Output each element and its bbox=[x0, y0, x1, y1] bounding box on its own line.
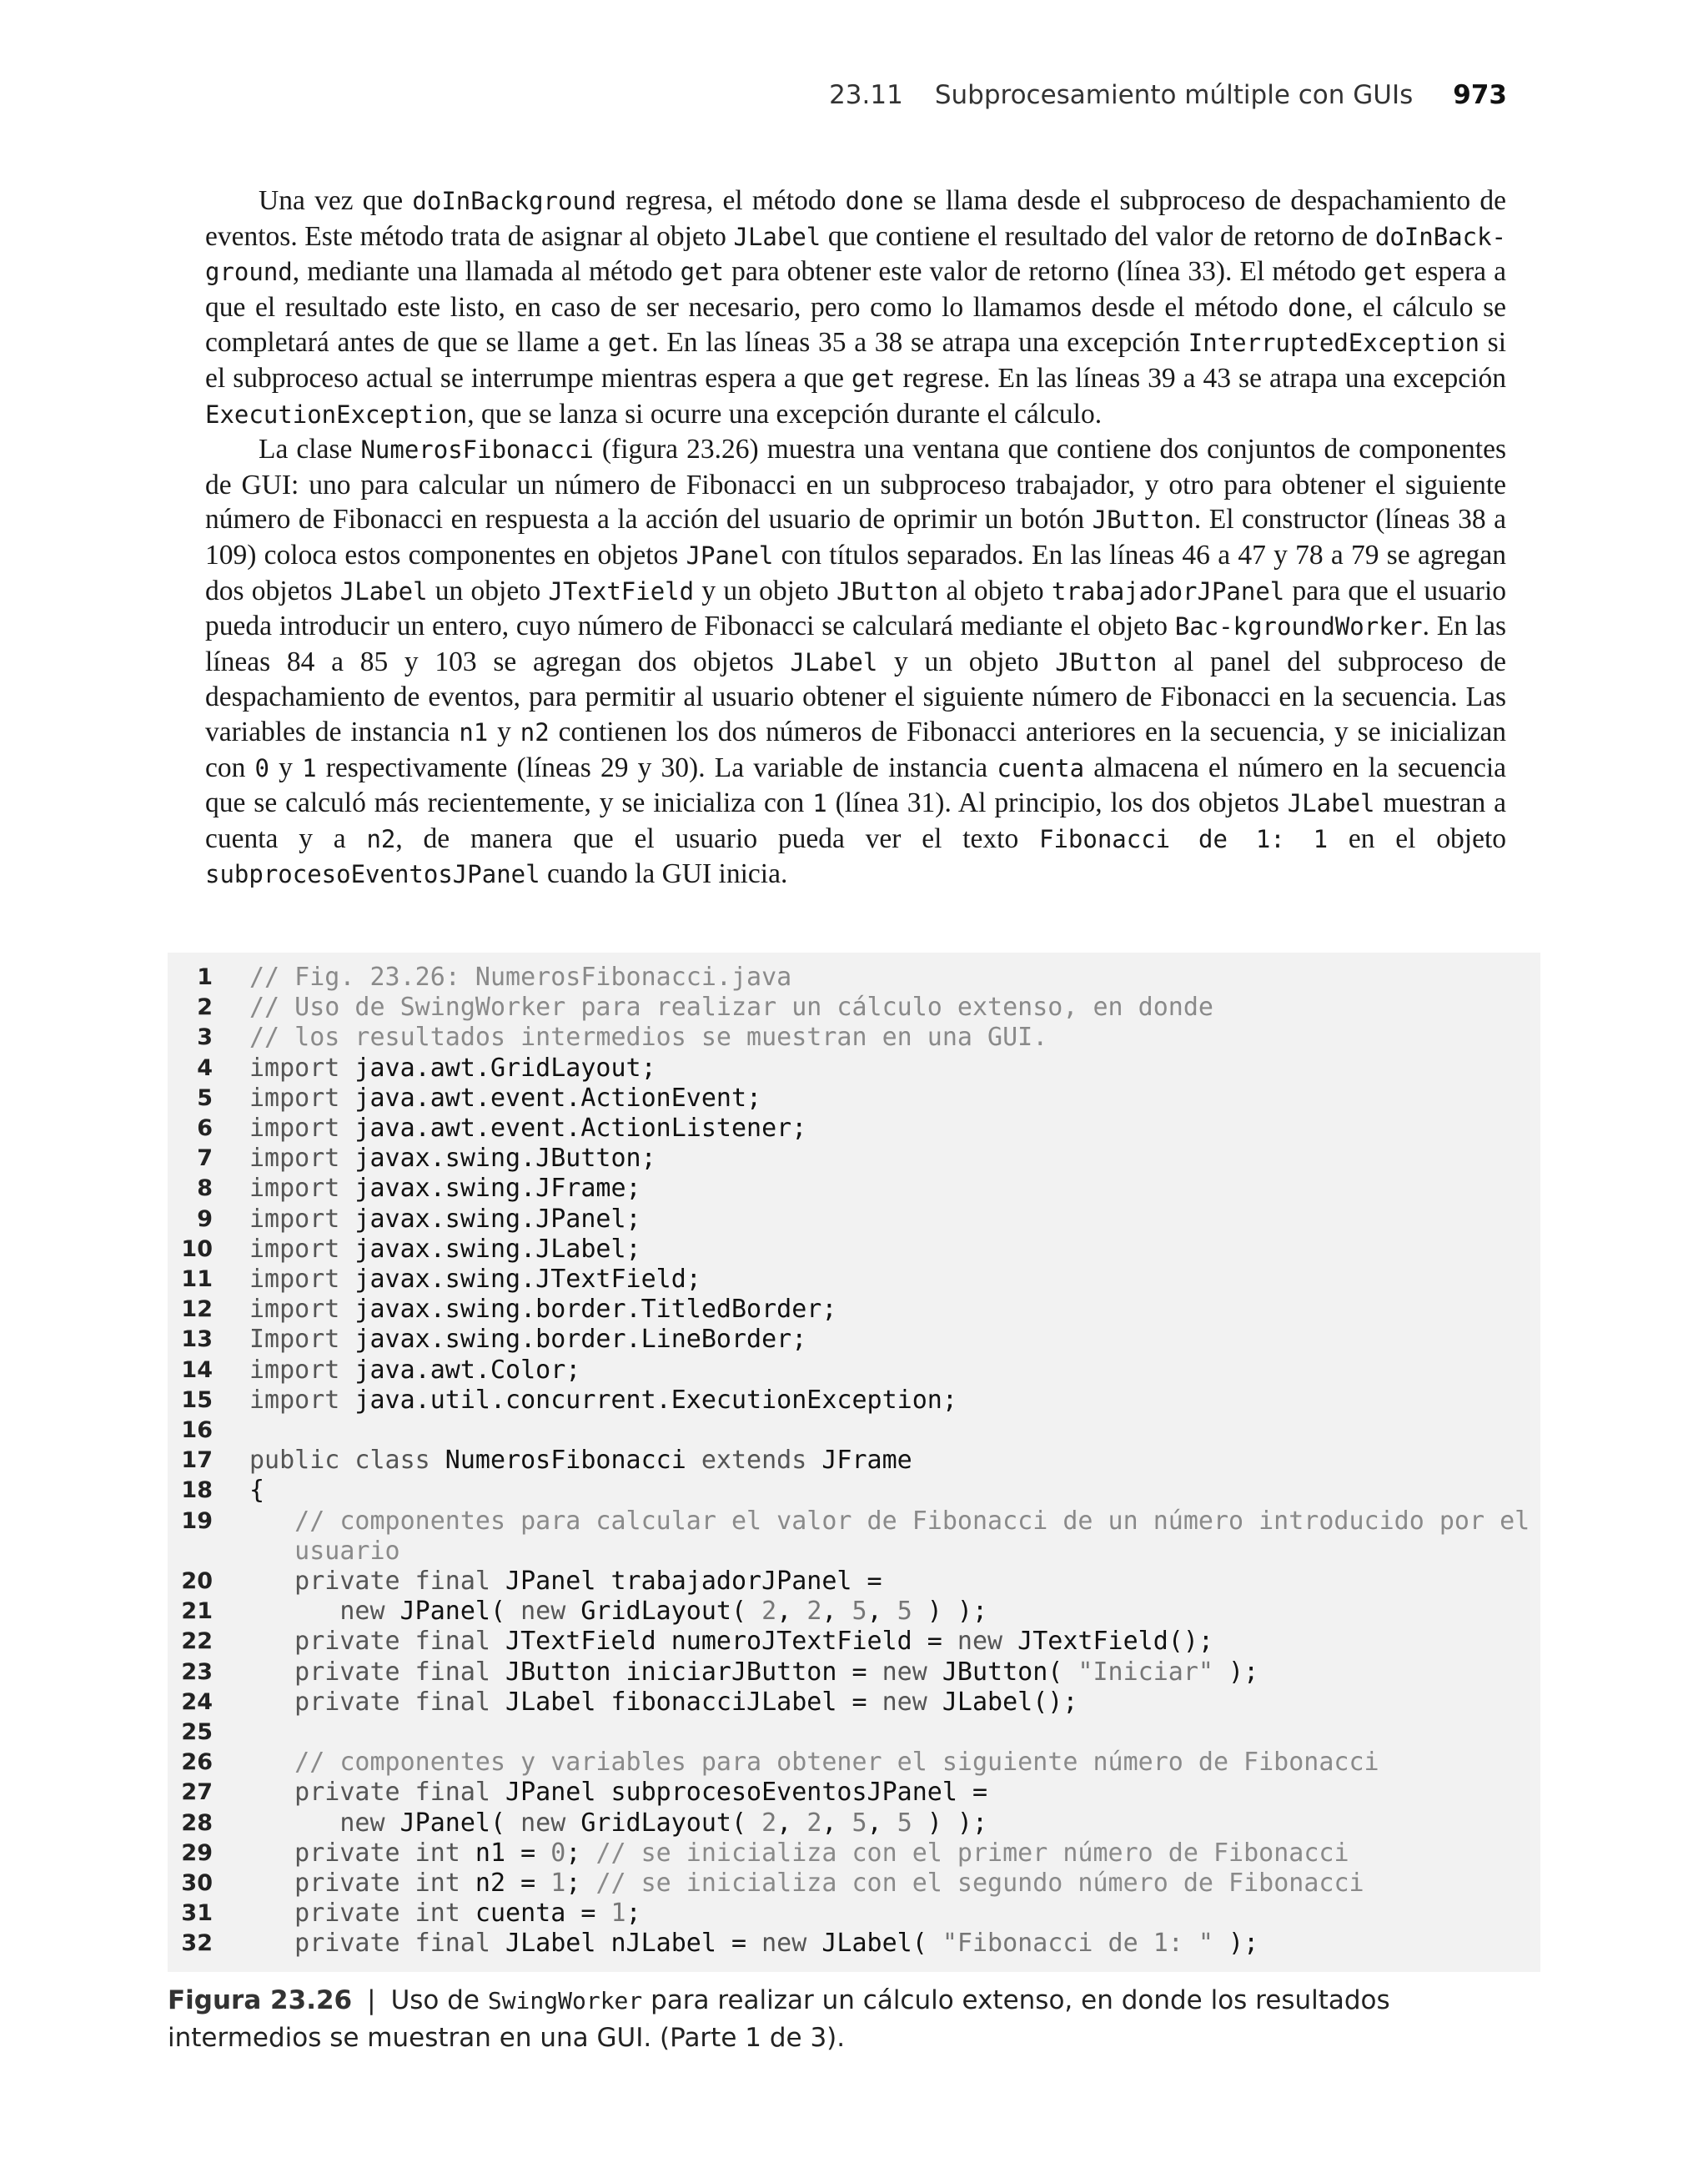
code-line bbox=[168, 1416, 1540, 1446]
code-line bbox=[168, 1929, 1540, 1959]
code-token: 0 bbox=[550, 1838, 566, 1868]
text-run: . El constructor (líneas 38 a 109) coloca estos componentes en objetos bbox=[205, 504, 1506, 571]
text-run: si el subproceso actual se interrumpe mientras espera a que bbox=[205, 327, 1506, 394]
inline-code: Fibonacci de 1: 1 bbox=[1039, 824, 1329, 853]
code-token: JPanel( bbox=[384, 1597, 521, 1627]
inline-code: Bac-kgroundWorker bbox=[1174, 612, 1423, 641]
line-number: 6 bbox=[197, 1115, 213, 1141]
code-token: import bbox=[249, 1174, 340, 1204]
code-line bbox=[168, 1265, 1540, 1295]
code-line bbox=[168, 1537, 1540, 1567]
text-run: (figura 23.26) muestra una ventana que contiene dos conjuntos de componentes de GUI: uno para calcular un número de Fibonacci en un subproceso trabajador, y otro para obtener el siguiente número de Fibonacci en respuesta a la acción del usuario de oprimir un botón bbox=[205, 434, 1506, 536]
line-number: 22 bbox=[181, 1628, 213, 1655]
code-token: , bbox=[821, 1597, 852, 1627]
code-line bbox=[168, 1869, 1540, 1899]
paragraph bbox=[205, 432, 1506, 893]
inline-code: JTextField bbox=[548, 576, 695, 606]
code-text bbox=[249, 993, 1213, 1023]
code-text bbox=[249, 1778, 987, 1808]
caption-text-before: Uso de bbox=[390, 1985, 488, 2015]
code-line bbox=[168, 1778, 1540, 1808]
code-line bbox=[168, 1567, 1540, 1597]
code-line bbox=[168, 1205, 1540, 1235]
inline-code: doInBack-ground bbox=[205, 222, 1506, 287]
line-number: 23 bbox=[181, 1658, 213, 1685]
code-token: new bbox=[249, 1808, 385, 1838]
line-number: 26 bbox=[181, 1749, 213, 1776]
code-token: import bbox=[249, 1204, 340, 1234]
text-run: contienen los dos números de Fibonacci anteriores en la secuencia, y se inicializan con bbox=[205, 716, 1506, 783]
paragraph bbox=[205, 184, 1506, 432]
code-line bbox=[168, 1597, 1540, 1627]
line-number: 29 bbox=[181, 1839, 213, 1866]
text-run: espera a que el resultado este listo, en caso de ser necesario, pero como lo llamamos desde el método bbox=[205, 256, 1506, 323]
inline-code: get bbox=[851, 364, 896, 393]
code-text bbox=[249, 1748, 1379, 1778]
code-token: // componentes para calcular el valor de Fibonacci de un número introducido por el bbox=[249, 1506, 1530, 1536]
running-header bbox=[829, 80, 1507, 110]
code-line bbox=[168, 1899, 1540, 1929]
code-token: javax.swing.JPanel; bbox=[339, 1204, 641, 1234]
code-token: 1 bbox=[550, 1869, 566, 1898]
code-token: private int bbox=[249, 1899, 460, 1929]
inline-code: get bbox=[1363, 258, 1408, 287]
code-token: n2 = bbox=[460, 1869, 551, 1898]
code-token: private int bbox=[249, 1838, 460, 1868]
line-number: 10 bbox=[181, 1235, 213, 1262]
line-number: 11 bbox=[181, 1266, 213, 1292]
code-token: // Fig. 23.26: NumerosFibonacci.java bbox=[249, 963, 792, 992]
code-token: new bbox=[520, 1597, 566, 1627]
code-token: // se inicializa con el segundo número de Fibonacci bbox=[595, 1869, 1364, 1898]
code-token: ; bbox=[565, 1869, 596, 1898]
code-token: 2 bbox=[761, 1808, 777, 1838]
inline-code: JLabel bbox=[339, 576, 428, 606]
caption-code: SwingWorker bbox=[487, 1987, 643, 2015]
code-text bbox=[249, 1657, 1258, 1688]
code-token: java.awt.Color; bbox=[339, 1355, 581, 1385]
code-token: , bbox=[867, 1808, 897, 1838]
code-line bbox=[168, 1023, 1540, 1053]
code-token: // componentes y variables para obtener el siguiente número de Fibonacci bbox=[249, 1748, 1379, 1778]
code-token: GridLayout( bbox=[565, 1597, 762, 1627]
code-text bbox=[249, 1537, 400, 1567]
code-token: javax.swing.border.LineBorder; bbox=[339, 1325, 807, 1355]
code-token: , bbox=[821, 1808, 852, 1838]
inline-code: JPanel bbox=[686, 541, 774, 570]
line-number: 16 bbox=[181, 1417, 213, 1443]
code-token: 5 bbox=[897, 1597, 912, 1627]
line-number: 25 bbox=[181, 1719, 213, 1745]
code-text bbox=[249, 1144, 656, 1174]
code-token: ) ); bbox=[912, 1597, 988, 1627]
code-line bbox=[168, 1838, 1540, 1869]
code-line bbox=[168, 1295, 1540, 1325]
code-token: JLabel nJLabel = bbox=[490, 1929, 762, 1959]
text-run: almacena el número en la secuencia que se calculó más recientemente, y se inicializa con bbox=[205, 752, 1507, 819]
code-text bbox=[249, 1295, 836, 1325]
code-token: ; bbox=[565, 1838, 596, 1868]
inline-code: JButton bbox=[1092, 506, 1194, 535]
code-line bbox=[168, 1808, 1540, 1838]
line-number: 32 bbox=[181, 1930, 213, 1957]
inline-code: 0 bbox=[254, 753, 270, 782]
code-token: import bbox=[249, 1053, 340, 1083]
code-token: , bbox=[867, 1597, 897, 1627]
code-line bbox=[168, 993, 1540, 1023]
code-token: JLabel( bbox=[806, 1929, 942, 1959]
code-token: usuario bbox=[249, 1536, 400, 1566]
text-run: y bbox=[488, 716, 520, 747]
code-text bbox=[249, 1235, 641, 1265]
code-token: java.awt.event.ActionListener; bbox=[339, 1114, 807, 1143]
page-number: 973 bbox=[1453, 80, 1507, 110]
inline-code: get bbox=[607, 329, 652, 358]
text-run: en el objeto bbox=[1328, 822, 1507, 854]
line-number: 13 bbox=[181, 1326, 213, 1353]
text-run: para obtener este valor de retorno (línea 33). El método bbox=[723, 256, 1364, 288]
line-number: 1 bbox=[197, 964, 213, 990]
code-token: import bbox=[249, 1114, 340, 1143]
text-run: al panel del subproceso de despachamiento de eventos, para permitir al usuario obtener el siguiente número de Fibonacci en la secuencia. Las variables de instancia bbox=[205, 646, 1507, 747]
inline-code: n2 bbox=[520, 717, 550, 747]
code-token: extends bbox=[701, 1446, 807, 1476]
code-token: // Uso de SwingWorker para realizar un cálculo extenso, en donde bbox=[249, 993, 1213, 1023]
code-token: new bbox=[882, 1657, 927, 1687]
code-line bbox=[168, 1657, 1540, 1688]
code-token: ); bbox=[1213, 1929, 1259, 1959]
code-text bbox=[249, 1174, 641, 1204]
line-number: 15 bbox=[181, 1386, 213, 1413]
code-token: JTextField numeroJTextField = bbox=[490, 1627, 957, 1657]
text-run: , de manera que el usuario pueda ver el texto bbox=[395, 822, 1039, 854]
code-token: n1 = bbox=[460, 1838, 551, 1868]
text-run: al objeto bbox=[938, 575, 1052, 606]
code-listing bbox=[168, 953, 1540, 1972]
code-line bbox=[168, 1506, 1540, 1537]
code-text bbox=[249, 1688, 1078, 1718]
code-token: ) ); bbox=[912, 1808, 988, 1838]
code-token: import bbox=[249, 1295, 340, 1325]
line-number: 12 bbox=[181, 1296, 213, 1323]
figure-label: Figura 23.26 bbox=[168, 1985, 353, 2015]
code-text bbox=[249, 1838, 1349, 1869]
inline-code: JLabel bbox=[790, 647, 878, 677]
code-text bbox=[249, 1265, 701, 1295]
code-token: private final bbox=[249, 1657, 490, 1687]
line-number: 28 bbox=[181, 1809, 213, 1836]
inline-code: JLabel bbox=[733, 222, 821, 251]
code-token: ; bbox=[625, 1899, 641, 1929]
code-token: import bbox=[249, 1355, 340, 1385]
text-run: . En las líneas 35 a 38 se atrapa una excepción bbox=[651, 327, 1188, 359]
caption-separator: | bbox=[367, 1985, 376, 2015]
line-number: 20 bbox=[181, 1568, 213, 1594]
code-text bbox=[249, 1627, 1213, 1657]
code-token: GridLayout( bbox=[565, 1808, 762, 1838]
code-line bbox=[168, 1446, 1540, 1476]
text-run: muestran a cuenta y a bbox=[205, 787, 1506, 854]
code-token: // los resultados intermedios se muestran en una GUI. bbox=[249, 1023, 1048, 1053]
code-token: "Fibonacci de 1: " bbox=[942, 1929, 1213, 1959]
code-token: java.awt.event.ActionEvent; bbox=[339, 1083, 762, 1113]
line-number: 7 bbox=[197, 1145, 213, 1172]
code-token: ); bbox=[1213, 1657, 1259, 1687]
inline-code: doInBackground bbox=[412, 187, 616, 215]
code-token: javax.swing.JLabel; bbox=[339, 1234, 641, 1264]
text-run: un objeto bbox=[427, 575, 549, 606]
inline-code: JButton bbox=[836, 576, 939, 606]
code-token: private final bbox=[249, 1778, 490, 1808]
code-text bbox=[249, 1476, 264, 1506]
text-run: que contiene el resultado del valor de retorno de bbox=[821, 220, 1375, 252]
code-token: public class bbox=[249, 1446, 430, 1476]
code-token: NumerosFibonacci bbox=[430, 1446, 701, 1476]
code-text bbox=[249, 1054, 656, 1084]
inline-code: InterruptedException bbox=[1188, 329, 1479, 358]
text-run: con títulos separados. En las líneas 46 a 47 y 78 a 79 se agregan dos objetos bbox=[205, 539, 1506, 606]
text-run: , mediante una llamada al método bbox=[292, 256, 681, 288]
text-run: cuando la GUI inicia. bbox=[540, 858, 788, 890]
inline-code: trabajadorJPanel bbox=[1051, 576, 1285, 606]
inline-code: JLabel bbox=[1287, 789, 1375, 818]
code-line bbox=[168, 1084, 1540, 1114]
code-line bbox=[168, 963, 1540, 993]
code-token: java.util.concurrent.ExecutionException; bbox=[339, 1385, 957, 1415]
inline-code: get bbox=[680, 258, 724, 287]
code-text bbox=[249, 1023, 1047, 1053]
code-line bbox=[168, 1174, 1540, 1204]
line-number: 17 bbox=[181, 1447, 213, 1474]
code-text bbox=[249, 1929, 1258, 1959]
code-token: "Iniciar" bbox=[1078, 1657, 1213, 1687]
code-token: JPanel( bbox=[384, 1808, 521, 1838]
line-number: 18 bbox=[181, 1477, 213, 1504]
code-line bbox=[168, 1114, 1540, 1144]
inline-code: cuenta bbox=[997, 753, 1085, 782]
text-run: , que se lanza si ocurre una excepción durante el cálculo. bbox=[467, 398, 1103, 430]
code-line bbox=[168, 1748, 1540, 1778]
inline-code: done bbox=[845, 187, 904, 215]
inline-code: JButton bbox=[1055, 647, 1158, 677]
code-token: 2 bbox=[761, 1597, 777, 1627]
text-run: para que el usuario pueda introducir un entero, cuyo número de Fibonacci se calculará mediante el objeto bbox=[205, 575, 1507, 642]
code-text bbox=[249, 1325, 806, 1355]
text-run: regrese. En las líneas 39 a 43 se atrapa una excepción bbox=[895, 362, 1506, 394]
code-line bbox=[168, 1386, 1540, 1416]
inline-code: done bbox=[1288, 293, 1347, 322]
text-run: , el cálculo se completará antes de que se llame a bbox=[205, 291, 1506, 359]
caption-text-after: para realizar un cálculo extenso, en donde los resultados intermedios se muestran en una GUI. (Parte 1 de 3). bbox=[168, 1985, 1390, 2053]
inline-code: subprocesoEventosJPanel bbox=[205, 860, 540, 889]
line-number: 2 bbox=[197, 994, 213, 1021]
line-number: 4 bbox=[197, 1054, 213, 1081]
code-token: 5 bbox=[897, 1808, 912, 1838]
code-token: 2 bbox=[806, 1597, 822, 1627]
code-token: JLabel fibonacciJLabel = bbox=[490, 1687, 882, 1717]
text-run: (línea 31). Al principio, los dos objetos bbox=[826, 787, 1288, 819]
line-number: 8 bbox=[197, 1175, 213, 1202]
code-token: private int bbox=[249, 1869, 460, 1898]
code-text bbox=[249, 963, 791, 993]
line-number: 30 bbox=[181, 1870, 213, 1896]
text-run: respectivamente (líneas 29 y 30). La variable de instancia bbox=[316, 752, 997, 783]
code-token: import bbox=[249, 1265, 340, 1294]
line-number: 5 bbox=[197, 1084, 213, 1111]
code-line bbox=[168, 1325, 1540, 1355]
code-token: JLabel(); bbox=[927, 1687, 1078, 1717]
code-token: new bbox=[882, 1687, 927, 1717]
code-token: JTextField(); bbox=[1002, 1627, 1213, 1657]
inline-code: NumerosFibonacci bbox=[360, 435, 594, 465]
code-text bbox=[249, 1808, 987, 1838]
code-token: 5 bbox=[851, 1597, 867, 1627]
line-number: 31 bbox=[181, 1900, 213, 1927]
inline-code: n1 bbox=[459, 717, 489, 747]
code-token: 1 bbox=[610, 1899, 626, 1929]
figure-caption bbox=[168, 1982, 1502, 2056]
code-token: { bbox=[249, 1476, 265, 1506]
inline-code: 1 bbox=[302, 753, 317, 782]
code-text bbox=[249, 1506, 1530, 1537]
section-number: 23.11 bbox=[829, 80, 903, 110]
code-token: javax.swing.border.TitledBorder; bbox=[339, 1295, 837, 1325]
code-line bbox=[168, 1054, 1540, 1084]
code-line bbox=[168, 1476, 1540, 1506]
code-token: , bbox=[776, 1808, 807, 1838]
code-token: private final bbox=[249, 1687, 490, 1717]
code-token: new bbox=[520, 1808, 566, 1838]
code-token: , bbox=[776, 1597, 807, 1627]
code-token: Import bbox=[249, 1325, 340, 1355]
code-line bbox=[168, 1144, 1540, 1174]
code-token: JButton iniciarJButton = bbox=[490, 1657, 882, 1687]
line-number: 24 bbox=[181, 1688, 213, 1715]
text-run: y bbox=[269, 752, 303, 783]
inline-code: ExecutionException bbox=[205, 400, 468, 429]
text-run: se llama desde el subproceso de despachamiento de eventos. Este método trata de asignar al objeto bbox=[205, 185, 1506, 252]
code-token: javax.swing.JFrame; bbox=[339, 1174, 641, 1204]
body-text bbox=[205, 184, 1506, 893]
code-token: cuenta = bbox=[460, 1899, 611, 1929]
text-run: Una vez que bbox=[259, 185, 413, 216]
code-token: javax.swing.JTextField; bbox=[339, 1265, 701, 1294]
code-text bbox=[249, 1386, 957, 1416]
text-run: y un objeto bbox=[694, 575, 837, 606]
code-line bbox=[168, 1627, 1540, 1657]
code-text bbox=[249, 1869, 1364, 1899]
code-text bbox=[249, 1597, 987, 1627]
inline-code: 1 bbox=[812, 789, 827, 818]
code-text bbox=[249, 1356, 580, 1386]
code-text bbox=[249, 1084, 761, 1114]
code-text bbox=[249, 1114, 806, 1144]
code-token: new bbox=[761, 1929, 807, 1959]
code-token: JPanel subprocesoEventosJPanel = bbox=[490, 1778, 988, 1808]
line-number: 27 bbox=[181, 1779, 213, 1806]
code-token: java.awt.GridLayout; bbox=[339, 1053, 656, 1083]
line-number: 9 bbox=[197, 1205, 213, 1232]
code-token: import bbox=[249, 1083, 340, 1113]
inline-code: n2 bbox=[366, 824, 396, 853]
code-text bbox=[249, 1205, 641, 1235]
code-token: javax.swing.JButton; bbox=[339, 1144, 656, 1174]
code-token: import bbox=[249, 1144, 340, 1174]
code-token: private final bbox=[249, 1567, 490, 1596]
code-token: private final bbox=[249, 1627, 490, 1657]
code-token: new bbox=[957, 1627, 1003, 1657]
code-token: 5 bbox=[851, 1808, 867, 1838]
text-run: La clase bbox=[259, 434, 361, 465]
code-token: JPanel trabajadorJPanel = bbox=[490, 1567, 882, 1596]
code-text bbox=[249, 1567, 882, 1597]
line-number: 14 bbox=[181, 1356, 213, 1383]
text-run: . En las líneas 84 a 85 y 103 se agregan dos objetos bbox=[205, 611, 1506, 677]
code-token: private final bbox=[249, 1929, 490, 1959]
code-text bbox=[249, 1446, 912, 1476]
code-token: 2 bbox=[806, 1808, 822, 1838]
text-run: y un objeto bbox=[877, 646, 1056, 677]
code-token: JButton( bbox=[927, 1657, 1078, 1687]
text-run: regresa, el método bbox=[615, 185, 846, 216]
code-line bbox=[168, 1235, 1540, 1265]
line-number: 19 bbox=[181, 1507, 213, 1534]
code-line bbox=[168, 1688, 1540, 1718]
code-line bbox=[168, 1718, 1540, 1748]
code-token: // se inicializa con el primer número de Fibonacci bbox=[595, 1838, 1349, 1868]
code-token: new bbox=[249, 1597, 385, 1627]
line-number: 21 bbox=[181, 1598, 213, 1625]
code-line bbox=[168, 1356, 1540, 1386]
line-number: 3 bbox=[197, 1024, 213, 1051]
code-text bbox=[249, 1899, 641, 1929]
code-token: JFrame bbox=[806, 1446, 912, 1476]
code-token: import bbox=[249, 1385, 340, 1415]
code-token: import bbox=[249, 1234, 340, 1264]
section-title: Subprocesamiento múltiple con GUIs bbox=[934, 80, 1414, 110]
